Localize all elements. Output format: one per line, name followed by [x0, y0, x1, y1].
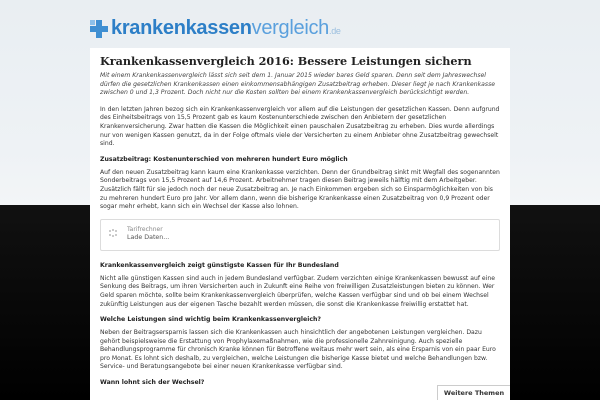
paragraph-4: Neben der Beitragsersparnis lassen sich die Krankenkassen auch hinsichtlich der angebotenen Leistungen vergleichen. Dazu gehört beispielsweise die Erstattung von Prophylaxemaßnahmen, wie die professionelle Zahnreinigung. Auch spezielle Behandlungsprogramme für chronisch Kranke können für Betroffene weitaus mehr wert sein, als eine Ersparnis von ein paar Euro pro Monat. Es lohnt sich deshalb, zu vergleichen, welche Leistungen die bisherige Kasse bietet und welche Behandlungen bzw. Service- und Beratungsangebote bei einer neuen Krankenkasse verfügbar sind.	[100, 329, 496, 371]
article-intro: Mit einem Krankenkassenvergleich lässt sich seit dem 1. Januar 2015 wieder bares Geld sparen. Denn seit dem Jahreswechsel dürfen die gesetzlichen Krankenkassen einen einkommensabhängigen Zusatzbeitrag erheben. Dieser liegt je nach Krankenkasse zwischen 0 und 1,3 Prozent. Doch nicht nur die Kosten sollten bei einem Krankenkassenvergleich berücksichtigt werden.	[100, 72, 496, 97]
heading-leistungen: Welche Leistungen sind wichtig beim Krankenkassenvergleich?	[100, 316, 321, 324]
paragraph-1: In den letzten Jahren bezog sich ein Krankenkassenvergleich vor allem auf die Leistungen der gesetzlichen Kassen. Denn aufgrund des Einheitsbeitrags von 15,5 Prozent gab es kaum Kostenunterschiede zwischen den Anbietern der gesetzlichen Krankenversicherung. Zwar hatten die Kassen die Möglichkeit einen pauschalen Zusatzbeitrag zu erheben. Dies wurde allerdings nur von wenigen Kassen genutzt, da in der Folge oftmals viele der Versicherten zu einem Anbieter ohne Zusatzbeitrag gewechselt sind.	[100, 105, 500, 148]
heading-wechsel: Wann lohnt sich der Wechsel?	[100, 379, 205, 387]
tariff-calculator-widget[interactable]	[100, 219, 500, 251]
logo-light: vergleich	[251, 17, 329, 39]
site-header	[0, 0, 600, 50]
paragraph-2: Auf den neuen Zusatzbeitrag kann kaum eine Krankenkasse verzichten. Denn der Grundbeitrag sinkt mit Wegfall des sogenannten Sonderbeitrags von 15,5 Prozent auf 14,6 Prozent. Arbeitnehmer tragen diesen Beitrag jeweils hälftig mit dem Arbeitgeber. Zusätzlich fällt für sie jedoch noch der neue Zusatzbeitrag an. Je nach Einkommen ergeben sich so Einsparmöglichkeiten von bis zu mehreren hundert Euro pro Jahr. Vor allem dann, wenn die bisherige Krankenkasse einen Zusatzbeitrag von 0,9 Prozent oder sogar mehr erhebt, kann sich ein Wechsel der Kasse also lohnen.	[100, 168, 500, 211]
more-topics-button[interactable]: Weitere Themen	[437, 385, 510, 400]
logo-cross-icon	[90, 20, 108, 38]
site-logo[interactable]	[90, 17, 341, 40]
heading-bundesland: Krankenkassenvergleich zeigt günstigste Kassen für Ihr Bundesland	[100, 261, 339, 269]
logo-bold: krankenkassen	[111, 17, 252, 39]
article-content	[90, 48, 510, 400]
logo-text	[111, 17, 341, 40]
logo-tld: .de	[329, 26, 341, 36]
page-title: Krankenkassenvergleich 2016: Bessere Leistungen sichern	[100, 54, 472, 68]
loading-spinner-icon	[109, 229, 117, 237]
heading-zusatzbeitrag: Zusatzbeitrag: Kostenunterschied von mehreren hundert Euro möglich	[100, 155, 348, 163]
paragraph-3: Nicht alle günstigen Kassen sind auch in jedem Bundesland verfügbar. Zudem verzichten einige Krankenkassen bewusst auf eine Senkung des Beitrags, um ihren Versicherten auch in Zukunft eine Reihe von freiwilligen Zusatzleistungen bieten zu können. Wer Geld sparen möchte, sollte beim Krankenkassenvergleich überprüfen, welche Kassen verfügbar sind und ob bei einem Wechsel zukünftig Leistungen aus der eigenen Tasche bezahlt werden müssen, die sonst die Krankenkasse freiwillig erstattet hat.	[100, 274, 495, 308]
calculator-loading-text: Lade Daten...	[127, 233, 170, 241]
calculator-label: Tarifrechner	[127, 225, 163, 233]
